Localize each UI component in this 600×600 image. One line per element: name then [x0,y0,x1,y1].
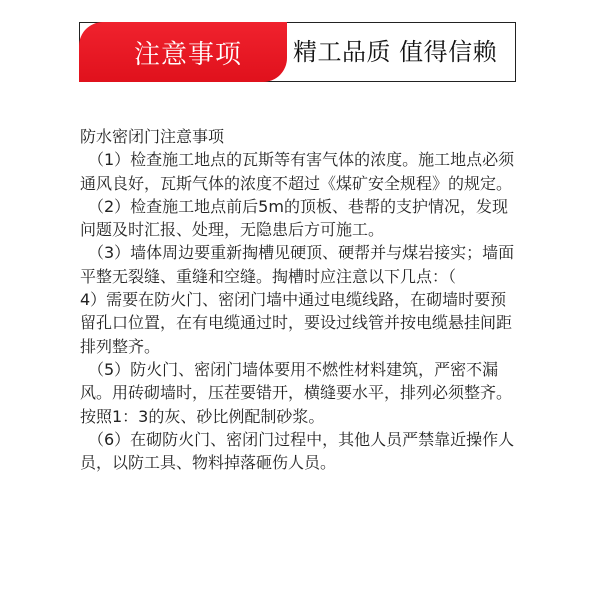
precaution-item-6: （6）在砌防火门、密闭门过程中，其他人员严禁靠近操作人员，以防工具、物料掉落砸伤人员。 [80,429,515,473]
banner-title: 注意事项 [133,39,242,70]
precaution-item-2: （2）检查施工地点前后5m的顶板、巷帮的支护情况，发现问题及时汇报、处理，无隐患后方可施工。 [80,196,508,240]
document-heading: 防水密闭门注意事项 [80,127,225,146]
banner [79,22,516,82]
document-body [80,125,520,474]
banner-title-badge [79,22,287,82]
precaution-item-5: （5）防火门、密闭门墙体要用不燃性材料建筑，严密不漏风。用砖砌墙时，压茬要错开，横缝要水平，排列必须整齐。按照1：3的灰、砂比例配制砂浆。 [80,359,513,426]
precaution-item-3: （3）墙体周边要重新掏槽见硬顶、硬帮并与煤岩接实；墙面平整无裂缝、重缝和空缝。掏槽时应注意以下几点：（ [80,243,515,286]
banner-slogan: 精工品质 值得信赖 [293,38,498,66]
precaution-item-4: 4）需要在防火门、密闭门墙中通过电缆线路，在砌墙时要预留孔口位置，在有电缆通过时，要设过线管并按电缆悬挂间距排列整齐。 [80,290,513,356]
precaution-item-1: （1）检查施工地点的瓦斯等有害气体的浓度。施工地点必须通风良好，瓦斯气体的浓度不超过《煤矿安全规程》的规定。 [80,150,515,193]
